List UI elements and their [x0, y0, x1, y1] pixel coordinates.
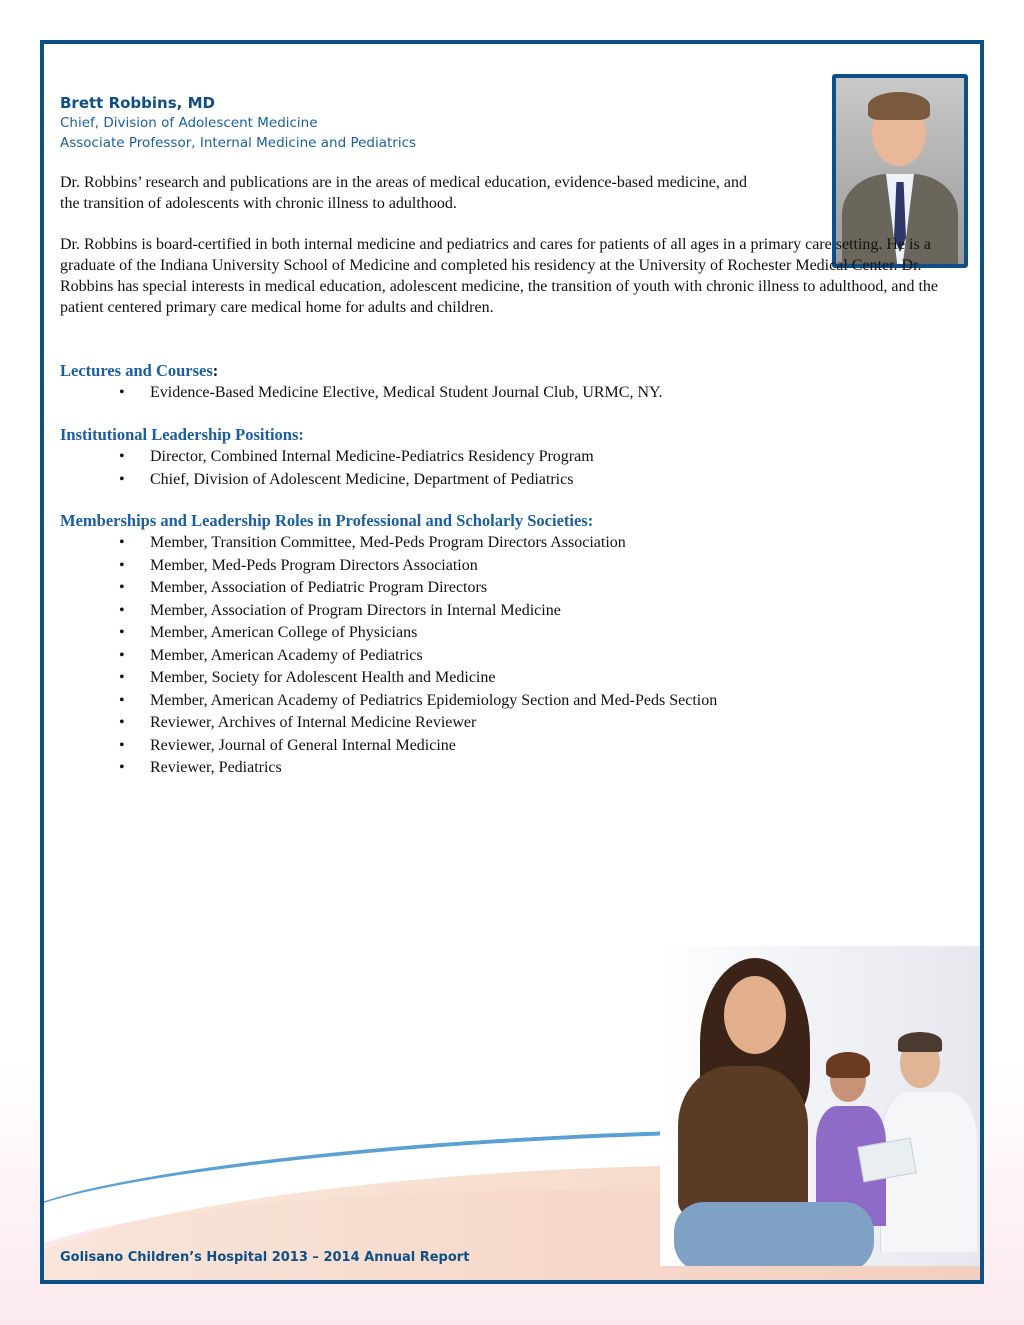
photo-girl-face — [724, 976, 786, 1054]
section-title — [60, 360, 940, 382]
page-frame — [40, 40, 984, 1284]
list-item: • Member, American Academy of Pediatrics Epidemiology Section and Med-Peds Section — [150, 690, 940, 713]
list-item: • Member, Transition Committee, Med-Peds Program Directors Association — [150, 532, 940, 555]
photo-girl-sweater — [678, 1066, 808, 1216]
profile-title-chief: Chief, Division of Adolescent Medicine — [60, 115, 318, 131]
list-item: • Reviewer, Archives of Internal Medicine Reviewer — [150, 712, 940, 735]
section-title-text: Lectures and Courses — [60, 361, 213, 380]
list-item: • Evidence-Based Medicine Elective, Medical Student Journal Club, URMC, NY. — [150, 382, 940, 405]
list-item: • Member, Med-Peds Program Directors Association — [150, 555, 940, 578]
portrait-hair — [868, 92, 930, 120]
lectures-list — [60, 382, 940, 405]
list-item: • Reviewer, Journal of General Internal Medicine — [150, 735, 940, 758]
photo-doctor-hair — [898, 1032, 942, 1052]
section-lectures — [60, 360, 940, 405]
profile-title-professor: Associate Professor, Internal Medicine and Pediatrics — [60, 135, 417, 151]
bio-paragraph-research: Dr. Robbins’ research and publications are in the areas of medical education, evidence-based medicine, and the transition of adolescents with chronic illness to adulthood. — [60, 174, 747, 212]
profile-header — [60, 94, 416, 152]
list-item: • Director, Combined Internal Medicine-Pediatrics Residency Program — [150, 446, 940, 469]
list-item: • Member, American College of Physicians — [150, 622, 940, 645]
section-title-colon: : — [212, 361, 219, 380]
photo-nurse-hair — [826, 1052, 870, 1078]
memberships-list — [60, 532, 940, 780]
section-title: Memberships and Leadership Roles in Professional and Scholarly Societies: — [60, 511, 594, 530]
list-item: • Member, Society for Adolescent Health and Medicine — [150, 667, 940, 690]
bio-paragraph-practice: Dr. Robbins is board-certified in both internal medicine and pediatrics and cares for patients of all ages in a primary care setting. He is a graduate of the Indiana University School of Medicine and completed his residency at the University of Rochester Medical Center. Dr. Robbins has special interests in medical education, adolescent medicine, the transition of youth with chronic illness to adulthood, and the patient centered primary care medical home for adults and children. — [60, 236, 939, 316]
list-item: • Member, Association of Pediatric Program Directors — [150, 577, 940, 600]
list-item: • Member, American Academy of Pediatrics — [150, 645, 940, 668]
list-item: • Chief, Division of Adolescent Medicine, Department of Pediatrics — [150, 469, 940, 492]
report-footer: Golisano Children’s Hospital 2013 – 2014 Annual Report — [60, 1250, 470, 1265]
photo-girl-jeans — [674, 1202, 874, 1266]
list-item: • Member, Association of Program Directors in Internal Medicine — [150, 600, 940, 623]
profile-name: Brett Robbins, MD — [60, 94, 215, 112]
list-item: • Reviewer, Pediatrics — [150, 757, 940, 780]
section-title: Institutional Leadership Positions: — [60, 425, 304, 444]
leadership-list — [60, 446, 940, 491]
section-memberships — [60, 510, 940, 780]
section-leadership — [60, 424, 940, 491]
patient-care-photo — [660, 946, 980, 1266]
